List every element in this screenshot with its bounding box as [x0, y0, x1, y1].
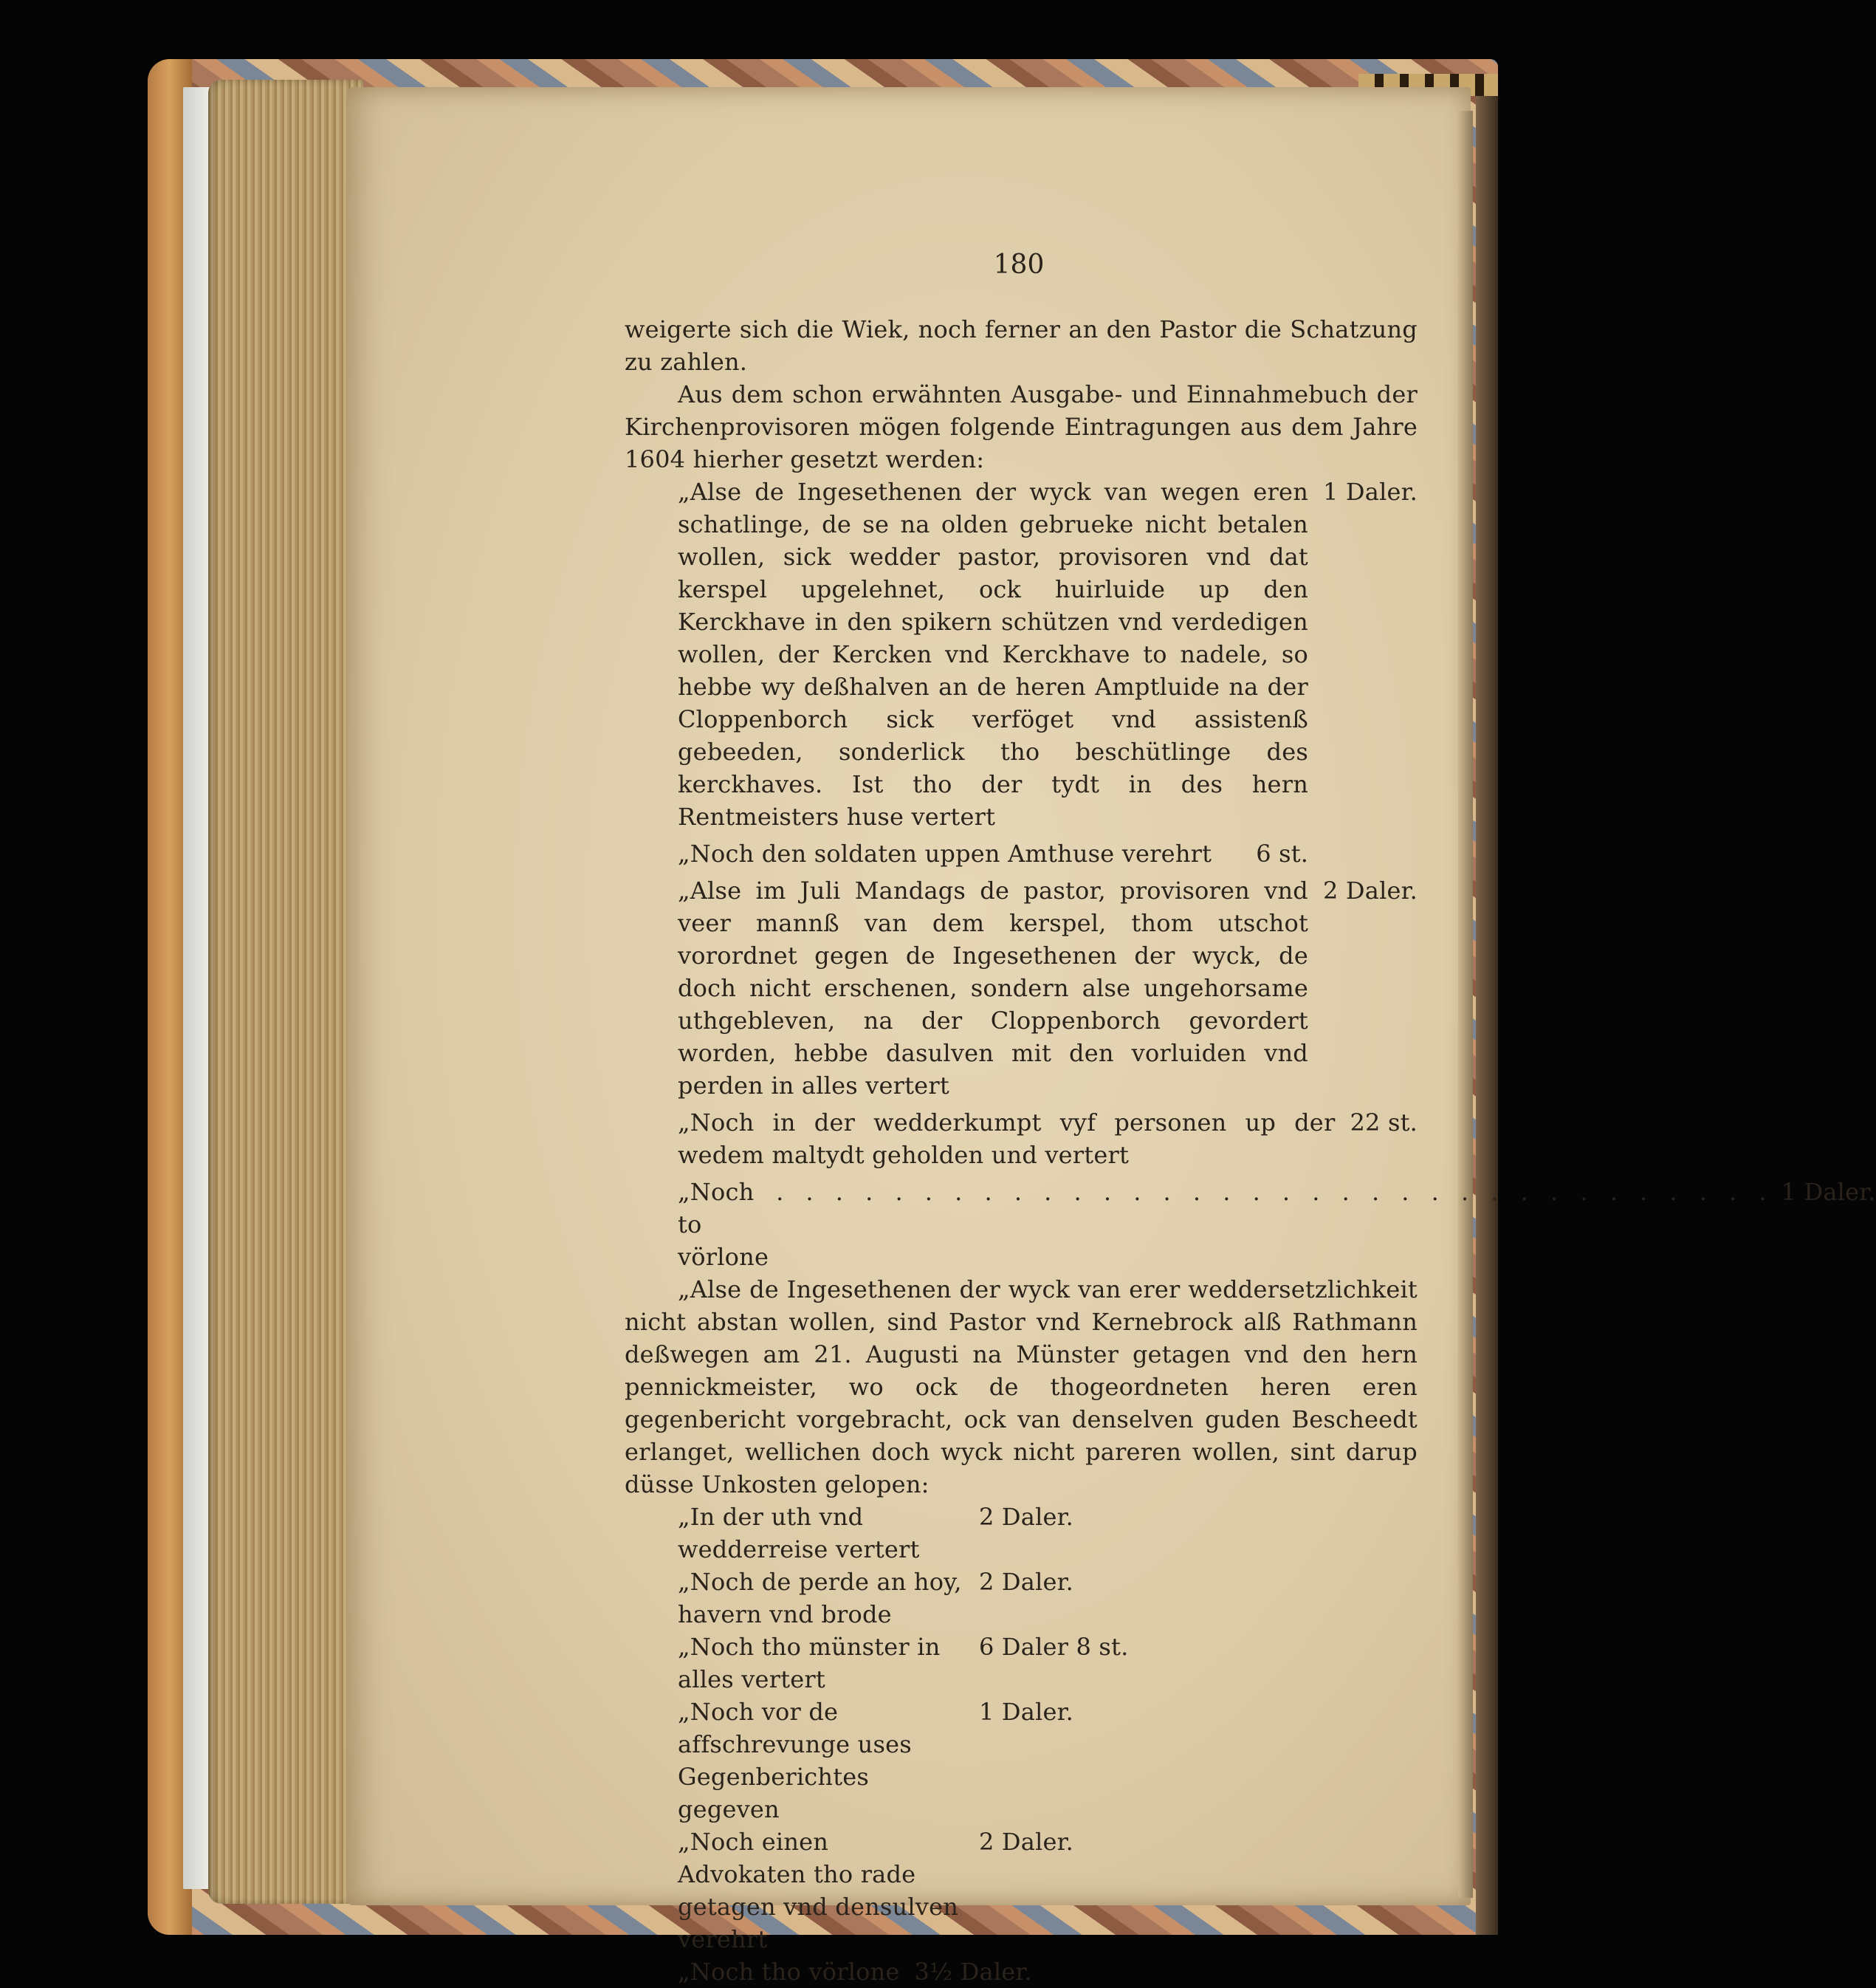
- ledger-entry-amount: 1 Daler.: [1781, 1178, 1876, 1206]
- expense-amount: 3½ Daler.: [914, 1958, 1032, 1986]
- expense-row: [625, 1566, 1171, 1631]
- leader-dots: . . . . . . . . . . . . . . . . . . . . . . . . . . . . . . . . . .: [776, 1178, 1774, 1206]
- expense-row: [625, 1826, 1171, 1956]
- ledger-entry-amount: 2 Daler.: [1323, 877, 1418, 905]
- page-number: 180: [993, 250, 1045, 280]
- ledger-entry-text: „Alse im Juli Mandags de pastor, provisoren vnd veer mannß van dem kerspel, thom utschot vorordnet gegen de Ingesethenen der wyck, de doch nicht erschenen, sondern alse ungehorsame uthgebleven, na der Cloppenborch gevordert worden, hebbe dasulven mit den vorluiden vnd perden in alles vertert: [678, 877, 1308, 1100]
- expense-amount: 2 Daler.: [979, 1828, 1073, 1856]
- page-gutter: [1458, 111, 1473, 1898]
- ledger-entry-text: „Alse de Ingesethenen der wyck van wegen eren schatlinge, de se na olden gebrueke nicht betalen wollen, sick wedder pastor, provisoren vnd dat kerspel upgelehnet, ock huirluide up den Kerckhave in den spikern schützen vnd verdedigen wollen, der Kercken vnd Kerckhave to nadele, so hebbe wy deßhalven an de heren Amptluide na der Cloppenborch sick verföget vnd assistenß gebeeden, sonderlick tho beschütlinge des kerckhaves. Ist tho der tydt in des hern Rentmeisters huse vertert: [678, 478, 1308, 831]
- expense-text: „Noch tho vörlone: [678, 1958, 900, 1986]
- page-edges-stack: [208, 80, 363, 1904]
- ledger-entry-text: „Noch to vörlone: [678, 1178, 769, 1271]
- paragraph-1: weigerte sich die Wiek, noch ferner an den Pastor die Schatzung zu zahlen.: [625, 315, 1418, 376]
- expense-amount: 2 Daler.: [979, 1503, 1073, 1531]
- expense-row: [625, 1631, 1171, 1696]
- expense-text: „Noch tho münster in alles vertert: [678, 1633, 941, 1693]
- expense-text: „Noch vor de affschrevunge uses Gegenberichtes gegeven: [678, 1698, 912, 1823]
- ledger-entry-amount: 6 st.: [1256, 840, 1309, 868]
- expense-amount: 6 Daler 8 st.: [979, 1633, 1129, 1661]
- expense-amount: 2 Daler.: [979, 1568, 1073, 1596]
- expense-amount: 1 Daler.: [979, 1698, 1073, 1726]
- ledger-entry-amount: 22 st.: [1350, 1108, 1418, 1137]
- ledger-entry-amount: 1 Daler.: [1323, 478, 1418, 506]
- ledger-entry-text: „Noch in der wedderkumpt vyf personen up der wedem maltydt geholden und vertert: [678, 1108, 1336, 1169]
- facing-page-shadow: [1476, 74, 1498, 1935]
- ledger-entry: [625, 476, 1418, 833]
- ledger-entry: [625, 837, 1418, 870]
- expense-row: [625, 1956, 1171, 1988]
- expense-text: „Noch de perde an hoy, havern vnd brode: [678, 1568, 962, 1628]
- expense-row: [625, 1501, 1171, 1566]
- expense-row: [625, 1696, 1171, 1826]
- expense-list: [625, 1501, 1171, 1988]
- paragraph-4: „Alse de Ingesethenen der wyck van erer weddersetzlichkeit nicht abstan wollen, sind Pastor vnd Kernebrock alß Rathmann deßwegen am 21. Augusti na Münster getagen vnd den hern pennickmeister, wo ock de thogeordneten heren eren gegenbericht vorgebracht, ock van denselven guden Bescheedt erlanget, wellichen doch wyck nicht pareren wollen, sint darup düsse Unkosten gelopen:: [625, 1275, 1418, 1498]
- expense-text: „Noch einen Advokaten tho rade getagen vnd densulven verehrt: [678, 1828, 959, 1953]
- page-text-block: [625, 244, 1876, 1988]
- ledger-entry-text: „Noch den soldaten uppen Amthuse verehrt: [678, 840, 1212, 868]
- ledger-entry: [625, 874, 1418, 1102]
- expense-text: „In der uth vnd wedderreise vertert: [678, 1503, 920, 1563]
- paragraph-2: Aus dem schon erwähnten Ausgabe- und Einnahmebuch der Kirchenprovisoren mögen folgende Eintragungen aus dem Jahre 1604 hierher gesetzt werden:: [625, 380, 1418, 473]
- ledger-entry: [625, 1176, 1876, 1273]
- ledger-entry: [625, 1106, 1418, 1171]
